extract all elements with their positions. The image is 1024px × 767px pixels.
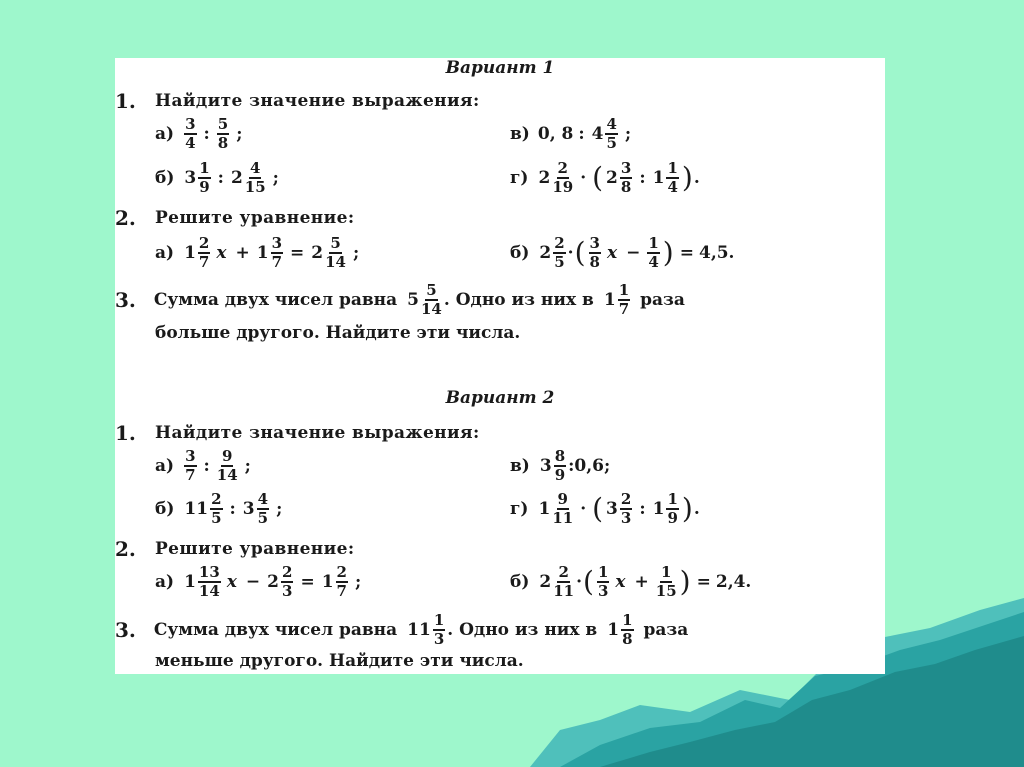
v1-task1-a: а) 3 4 : 5 8 ; <box>155 115 243 152</box>
item-label: а) <box>155 572 175 592</box>
fraction: 1 7 <box>618 281 630 318</box>
fraction: $\frac{3}{7}$ <box>271 234 283 271</box>
item-label: г) <box>510 168 529 188</box>
item-label: б) <box>155 499 175 519</box>
fraction: 4 5 <box>257 490 269 527</box>
fraction: $\frac{2}{3}$ <box>282 563 293 600</box>
task-text: Решите уравнение: <box>155 539 355 559</box>
v2-task2-b: б) 2 2 11 · ( 1 3 x + $\frac{1}{15}$ ) = 2,4. <box>510 563 752 600</box>
variant-2-title: Вариант 2 <box>445 388 555 408</box>
variant-1-title: Вариант 1 <box>445 58 555 78</box>
item-label: б) <box>510 572 530 592</box>
fraction: 1 3 <box>597 563 609 600</box>
item-label: б) <box>510 243 530 263</box>
fraction: 3 8 <box>589 234 600 271</box>
v2-task3-line1: 3. Сумма двух чисел равна 11 1 3 . Одно из них в 1 1 8 раза <box>115 611 689 648</box>
fraction: 2 3 <box>620 490 632 527</box>
fraction: 9 14 <box>216 447 238 484</box>
fraction: 4 5 <box>606 115 617 152</box>
task-text: Решите уравнение: <box>155 208 355 228</box>
item-label: б) <box>155 168 175 188</box>
fraction: 2 7 <box>198 234 210 271</box>
fraction: 5 14 <box>325 234 346 271</box>
fraction: 4 15 <box>244 159 266 196</box>
item-label: г) <box>510 499 529 519</box>
v2-task1-v: в) 3 8 9 :0,6; <box>510 447 611 484</box>
v2-task1-b: б) 11 2 5 : 3 4 5 ; <box>155 490 283 527</box>
fraction: 5 8 <box>217 115 229 152</box>
task-number: 2. <box>115 537 136 561</box>
item-label: а) <box>155 243 175 263</box>
item-label: в) <box>510 456 530 476</box>
fraction: 3 8 <box>620 159 632 196</box>
worksheet <box>115 58 885 674</box>
v1-task3-line2: больше другого. Найдите эти числа. <box>155 323 521 343</box>
fraction: $\frac{1}{15}$ <box>655 563 677 600</box>
v1-task3-line1: 3. Сумма двух чисел равна 5 5 14 . Одно из них в 1 1 7 раза <box>115 281 685 318</box>
v1-task1-b: б) 3 1 9 : 2 4 15 ; <box>155 159 279 196</box>
fraction: 1 9 <box>199 159 210 196</box>
task-number: 3. <box>115 288 136 312</box>
fraction: 5 14 <box>421 281 442 318</box>
v1-task2-b: б) 2 2 5 · ( 3 8 x − $\frac{1}{4}$ ) = 4,5. <box>510 234 735 271</box>
item-label: а) <box>155 456 175 476</box>
fraction: 2 5 <box>211 490 222 527</box>
v2-task1-a: а) 3 7 : 9 14 ; <box>155 447 251 484</box>
v2-task2-a: а) 1 13 14 x − 2 $\frac{2}{3}$ = 1 2 7 ; <box>155 563 362 600</box>
item-label: в) <box>510 124 530 144</box>
task-number: 3. <box>115 618 136 642</box>
item-label: а) <box>155 124 175 144</box>
v1-task1-g: г) 2 2 19 · ( 2 3 8 : 1 1 4 ) . <box>510 159 700 196</box>
fraction: 3 7 <box>185 447 196 484</box>
fraction: 1 8 <box>622 611 633 648</box>
fraction: 2 5 <box>554 234 565 271</box>
v1-task2-a: а) 1 2 7 x + 1 $\frac{3}{7}$ = 2 5 14 ; <box>155 234 360 271</box>
v2-task1-g: г) 1 9 11 · ( 3 2 3 : 1 1 9 ) . <box>510 490 700 527</box>
v2-task3-line2: меньше другого. Найдите эти числа. <box>155 651 524 671</box>
task-number: 2. <box>115 206 136 230</box>
fraction: 1 3 <box>433 611 445 648</box>
fraction: 2 11 <box>553 563 575 600</box>
fraction: 1 9 <box>667 490 678 527</box>
fraction: 9 11 <box>552 490 574 527</box>
fraction: 2 19 <box>552 159 574 196</box>
fraction: 2 7 <box>336 563 347 600</box>
fraction: $\frac{1}{4}$ <box>648 234 659 271</box>
fraction: 1 4 <box>667 159 678 196</box>
fraction: 8 9 <box>554 447 566 484</box>
fraction: 13 14 <box>198 563 220 600</box>
task-text: Найдите значение выражения: <box>155 91 480 111</box>
v1-task1-v: в) 0, 8 : 4 4 5 ; <box>510 115 632 152</box>
fraction: 3 4 <box>185 115 196 152</box>
task-number: 1. <box>115 421 136 445</box>
task-number: 1. <box>115 89 136 113</box>
task-text: Найдите значение выражения: <box>155 423 480 443</box>
